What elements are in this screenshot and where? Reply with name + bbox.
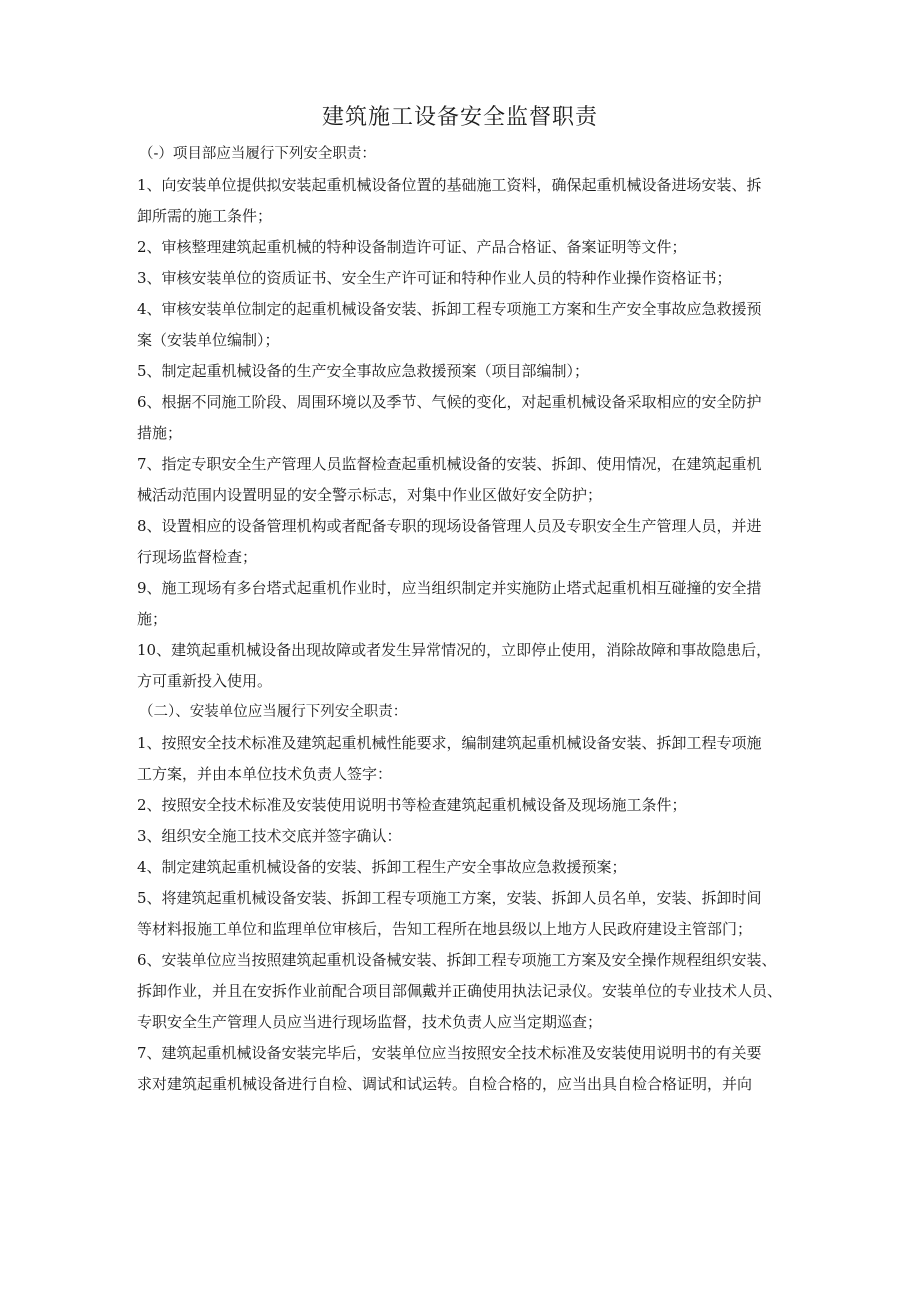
list-item-line: 2、审核整理建筑起重机械的特种设备制造许可证、产品合格证、备案证明等文件；: [137, 238, 687, 256]
list-item-line: 5、将建筑起重机械设备安装、拆卸工程专项施工方案，安装、拆卸人员名单，安装、拆卸时间: [137, 889, 762, 907]
list-item: [137, 170, 797, 232]
list-item-line: 10、建筑起重机械设备出现故障或者发生异常情况的，立即停止使用，消除故障和事故隐患后，: [137, 641, 772, 659]
list-item: [137, 387, 797, 449]
list-item-line: 9、施工现场有多台塔式起重机作业时，应当组织制定并实施防止塔式起重机相互碰撞的安全措: [137, 579, 762, 597]
list-item-line: 卸所需的施工条件；: [137, 207, 273, 225]
list-item-line: 4、制定建筑起重机械设备的安装、拆卸工程生产安全事故应急救援预案；: [137, 858, 627, 876]
list-item: [137, 573, 797, 635]
list-item-line: 案（安装单位编制）；: [137, 331, 280, 349]
list-item-line: 4、审核安装单位制定的起重机械设备安装、拆卸工程专项施工方案和生产安全事故应急救援预: [137, 300, 762, 318]
list-item-line: 行现场监督检查；: [137, 548, 258, 566]
list-item-line: 7、指定专职安全生产管理人员监督检查起重机械设备的安装、拆卸、使用情况，在建筑起重机: [137, 455, 762, 473]
list-item: [137, 821, 797, 852]
list-item-line: 3、组织安全施工技术交底并签字确认：: [137, 827, 402, 845]
list-item: [137, 945, 797, 1038]
list-item-line: 2、按照安全技术标准及安装使用说明书等检查建筑起重机械设备及现场施工条件；: [137, 796, 687, 814]
list-item: [137, 232, 797, 263]
document-title: 建筑施工设备安全监督职责: [321, 105, 598, 130]
section-heading: （-）项目部应当履行下列安全职责：: [139, 146, 376, 162]
list-item: [137, 263, 797, 294]
list-item: [137, 728, 797, 790]
list-item: [137, 1038, 797, 1100]
list-item: [137, 883, 797, 945]
list-item-line: 专职安全生产管理人员应当进行现场监督，技术负责人应当定期巡查；: [137, 1013, 603, 1031]
list-item: [137, 635, 797, 697]
list-item-line: 工方案，并由本单位技术负责人签字：: [137, 765, 393, 783]
list-item: [137, 511, 797, 573]
document-body: [137, 139, 797, 1100]
list-item: [137, 790, 797, 821]
list-item-line: 7、建筑起重机械设备安装完毕后，安装单位应当按照安全技术标准及安装使用说明书的有关要: [137, 1044, 762, 1062]
list-item-line: 1、按照安全技术标准及建筑起重机械性能要求，编制建筑起重机械设备安装、拆卸工程专项施: [137, 734, 762, 752]
list-item-line: 5、制定起重机械设备的生产安全事故应急救援预案（项目部编制）；: [137, 362, 590, 380]
list-item-line: 3、审核安装单位的资质证书、安全生产许可证和特种作业人员的特种作业操作资格证书；: [137, 269, 732, 287]
list-item-line: 等材料报施工单位和监理单位审核后，告知工程所在地县级以上地方人民政府建设主管部门；: [137, 920, 753, 938]
list-item-line: 6、根据不同施工阶段、周围环境以及季节、气候的变化，对起重机械设备采取相应的安全防护: [137, 393, 762, 411]
list-item-line: 6、安装单位应当按照建筑起重机设备械安装、拆卸工程专项施工方案及安全操作规程组织安装、: [137, 951, 777, 969]
list-item: [137, 356, 797, 387]
list-item-line: 求对建筑起重机械设备进行自检、调试和试运转。自检合格的，应当出具自检合格证明，并向: [137, 1075, 753, 1093]
list-item-line: 措施；: [137, 424, 183, 442]
list-item: [137, 294, 797, 356]
list-item-line: 施；: [137, 610, 168, 628]
list-item-line: 械活动范围内设置明显的安全警示标志，对集中作业区做好安全防护；: [137, 486, 603, 504]
list-item: [137, 852, 797, 883]
list-item-line: 方可重新投入使用。: [137, 672, 273, 690]
list-item: [137, 449, 797, 511]
list-item-line: 8、设置相应的设备管理机构或者配备专职的现场设备管理人员及专职安全生产管理人员，并进: [137, 517, 762, 535]
list-item-line: 拆卸作业，并且在安拆作业前配合项目部佩戴并正确使用执法记录仪。安装单位的专业技术人员、: [137, 982, 783, 1000]
list-item-line: 1、向安装单位提供拟安装起重机械设备位置的基础施工资料，确保起重机械设备进场安装、拆: [137, 176, 762, 194]
section-heading: （二）、安装单位应当履行下列安全职责：: [139, 704, 408, 720]
